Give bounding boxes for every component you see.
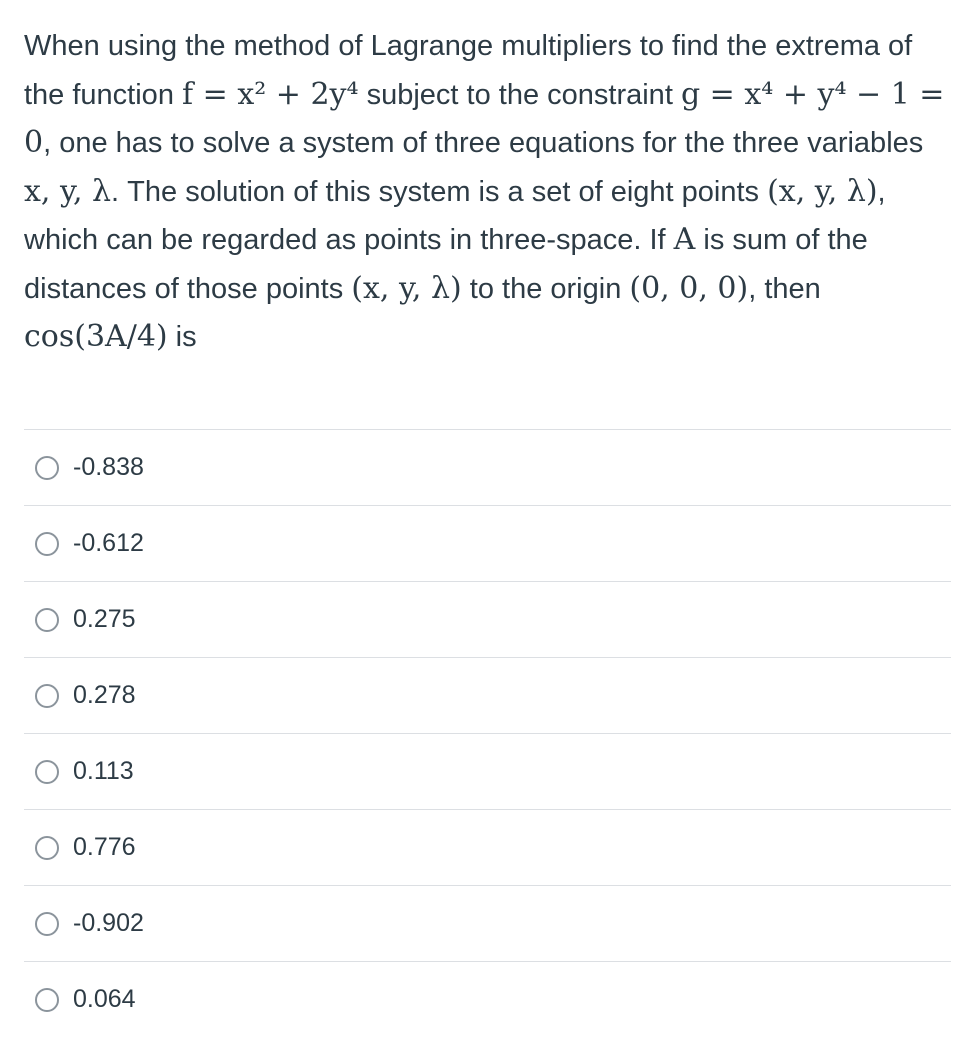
question-segment: is sum of the distances of those points xyxy=(24,224,868,305)
question-segment: subject to the constraint xyxy=(358,78,681,111)
question-segment: When using the method of Lagrange multipliers to find the extrema of the function xyxy=(24,30,913,111)
math-sum-a: A xyxy=(673,222,696,257)
question-segment: to the origin xyxy=(461,272,630,305)
answer-label: 0.275 xyxy=(73,605,136,633)
radio-button[interactable] xyxy=(35,684,59,708)
answer-list xyxy=(24,429,951,1037)
answer-label: 0.064 xyxy=(73,985,136,1013)
question-segment: is xyxy=(167,321,197,353)
math-point-tuple: (x, y, λ) xyxy=(767,173,878,209)
radio-button[interactable] xyxy=(35,836,59,860)
answer-label: 0.278 xyxy=(73,681,136,709)
radio-button[interactable] xyxy=(35,760,59,784)
answer-label: -0.838 xyxy=(73,453,144,481)
answer-label: 0.776 xyxy=(73,833,136,861)
answer-option[interactable] xyxy=(24,809,951,885)
answer-label: -0.612 xyxy=(73,529,144,557)
question-text xyxy=(24,22,954,362)
answer-option[interactable] xyxy=(24,885,951,961)
math-constraint-g: g = x⁴ + y⁴ − 1 = 0 xyxy=(24,76,945,160)
radio-button[interactable] xyxy=(35,456,59,480)
answer-option[interactable] xyxy=(24,657,951,733)
answer-option[interactable] xyxy=(24,429,951,505)
answer-option[interactable] xyxy=(24,733,951,809)
radio-button[interactable] xyxy=(35,532,59,556)
math-point-tuple: (x, y, λ) xyxy=(351,270,462,306)
math-origin: (0, 0, 0) xyxy=(629,270,749,306)
radio-button[interactable] xyxy=(35,608,59,632)
question-segment: , which can be regarded as points in three-space. If xyxy=(24,175,886,256)
answer-option[interactable] xyxy=(24,581,951,657)
question-segment: , one has to solve a system of three equations for the three variables xyxy=(43,127,924,159)
math-variables: x, y, λ xyxy=(24,173,112,209)
answer-option[interactable] xyxy=(24,961,951,1037)
question-segment: , then xyxy=(748,272,821,305)
answer-label: -0.902 xyxy=(73,909,144,937)
question-segment: . The solution of this system is a set of eight points xyxy=(111,175,768,208)
answer-label: 0.113 xyxy=(73,757,134,785)
radio-button[interactable] xyxy=(35,912,59,936)
math-cosine-expression: cos(3A/4) xyxy=(24,319,168,354)
answer-option[interactable] xyxy=(24,505,951,581)
radio-button[interactable] xyxy=(35,988,59,1012)
math-function-f: f = x² + 2y⁴ xyxy=(182,76,359,112)
